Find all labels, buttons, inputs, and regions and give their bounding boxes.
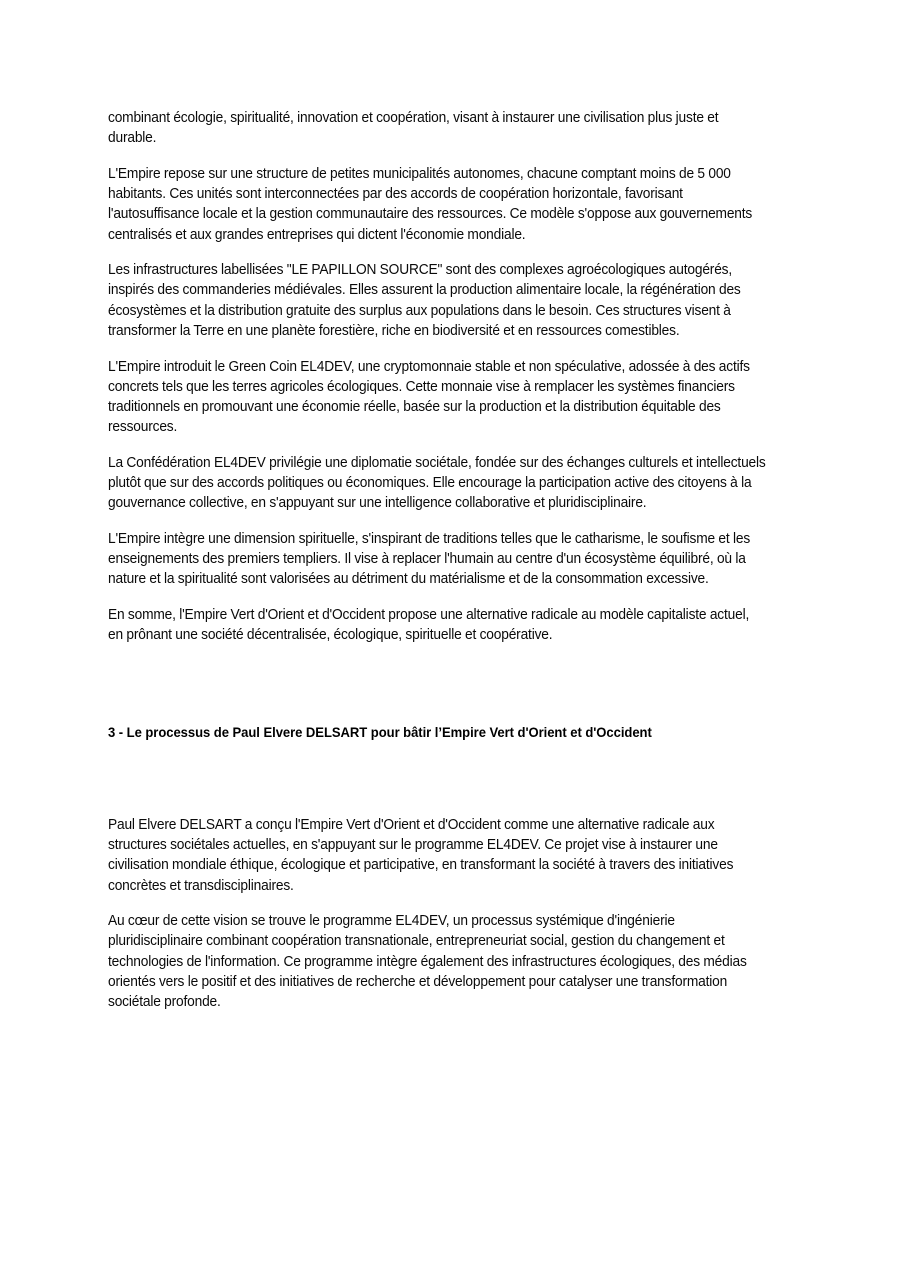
- paragraph-dimension-spirituelle: L'Empire intègre une dimension spirituelle, s'inspirant de traditions telles que le catharisme, le soufisme et les enseignements des premiers templiers. Il vise à replacer l'humain au centre d'un écosystème équilibré, où la nature et la spiritualité sont valorisées au détriment du matérialisme et de la consommation excessive.: [108, 530, 751, 588]
- document-text-body: [108, 108, 798, 1012]
- section-heading-3: 3 - Le processus de Paul Elvere DELSART pour bâtir l’Empire Vert d'Orient et d'Occident: [108, 724, 652, 740]
- paragraph-empire-municipalites: L'Empire repose sur une structure de petites municipalités autonomes, chacune comptant moins de 5 000 habitants. Ces unités sont interconnectées par des accords de coopération horizontale, favorisant l'autosuffisance locale et la gestion communautaire des ressources. Ce modèle s'oppose aux gouvernements centralisés et aux grandes entreprises qui dictent l'économie mondiale.: [108, 165, 753, 243]
- paragraph-en-somme-conclusion: En somme, l'Empire Vert d'Orient et d'Occident propose une alternative radicale au modèle capitaliste actuel, en prônant une société décentralisée, écologique, spirituelle et coopérative.: [108, 607, 750, 644]
- paragraph-papillon-source: Les infrastructures labellisées "LE PAPILLON SOURCE" sont des complexes agroécologiques autogérés, inspirés des commanderies médiévales. Elles assurent la production alimentaire locale, la régénération des écosystèmes et la distribution gratuite des surplus aux populations dans le besoin. Ces structures visent à transformer la Terre en une planète forestière, riche en biodiversité et en ressources comestibles.: [108, 262, 741, 339]
- paragraph-confederation-diplomatie: La Confédération EL4DEV privilégie une diplomatie sociétale, fondée sur des échanges culturels et intellectuels plutôt que sur des accords politiques ou économiques. Elle encourage la participation active des citoyens à la gouvernance collective, en s'appuyant sur une intelligence collaborative et pluridisciplinaire.: [108, 454, 766, 512]
- paragraph-combinant-ecologie: combinant écologie, spiritualité, innovation et coopération, visant à instaurer une civilisation plus juste et durable.: [108, 110, 719, 147]
- spacer-before-section-heading: [108, 661, 798, 723]
- paragraph-au-coeur-programme: Au cœur de cette vision se trouve le programme EL4DEV, un processus systémique d'ingénierie pluridisciplinaire combinant coopération transnationale, entrepreneuriat social, gestion du changement et technologies de l'information. Ce programme intègre également des infrastructures écologiques, des médias orientés vers le positif et des initiatives de recherche et développement pour catalyser une transformation sociétale profonde.: [108, 913, 747, 1011]
- spacer-after-section-heading: [108, 743, 798, 815]
- paragraph-paul-elvere-conception: Paul Elvere DELSART a conçu l'Empire Vert d'Orient et d'Occident comme une alternative radicale aux structures sociétales actuelles, en s'appuyant sur le programme EL4DEV. Ce projet vise à instaurer une civilisation mondiale éthique, écologique et participative, en transformant la société à travers des initiatives concrètes et transdisciplinaires.: [108, 816, 734, 894]
- paragraph-green-coin: L'Empire introduit le Green Coin EL4DEV, une cryptomonnaie stable et non spéculative, adossée à des actifs concrets tels que les terres agricoles écologiques. Cette monnaie vise à remplacer les systèmes financiers traditionnels en promouvant une économie réelle, basée sur la production et la distribution équitable des ressources.: [108, 358, 750, 436]
